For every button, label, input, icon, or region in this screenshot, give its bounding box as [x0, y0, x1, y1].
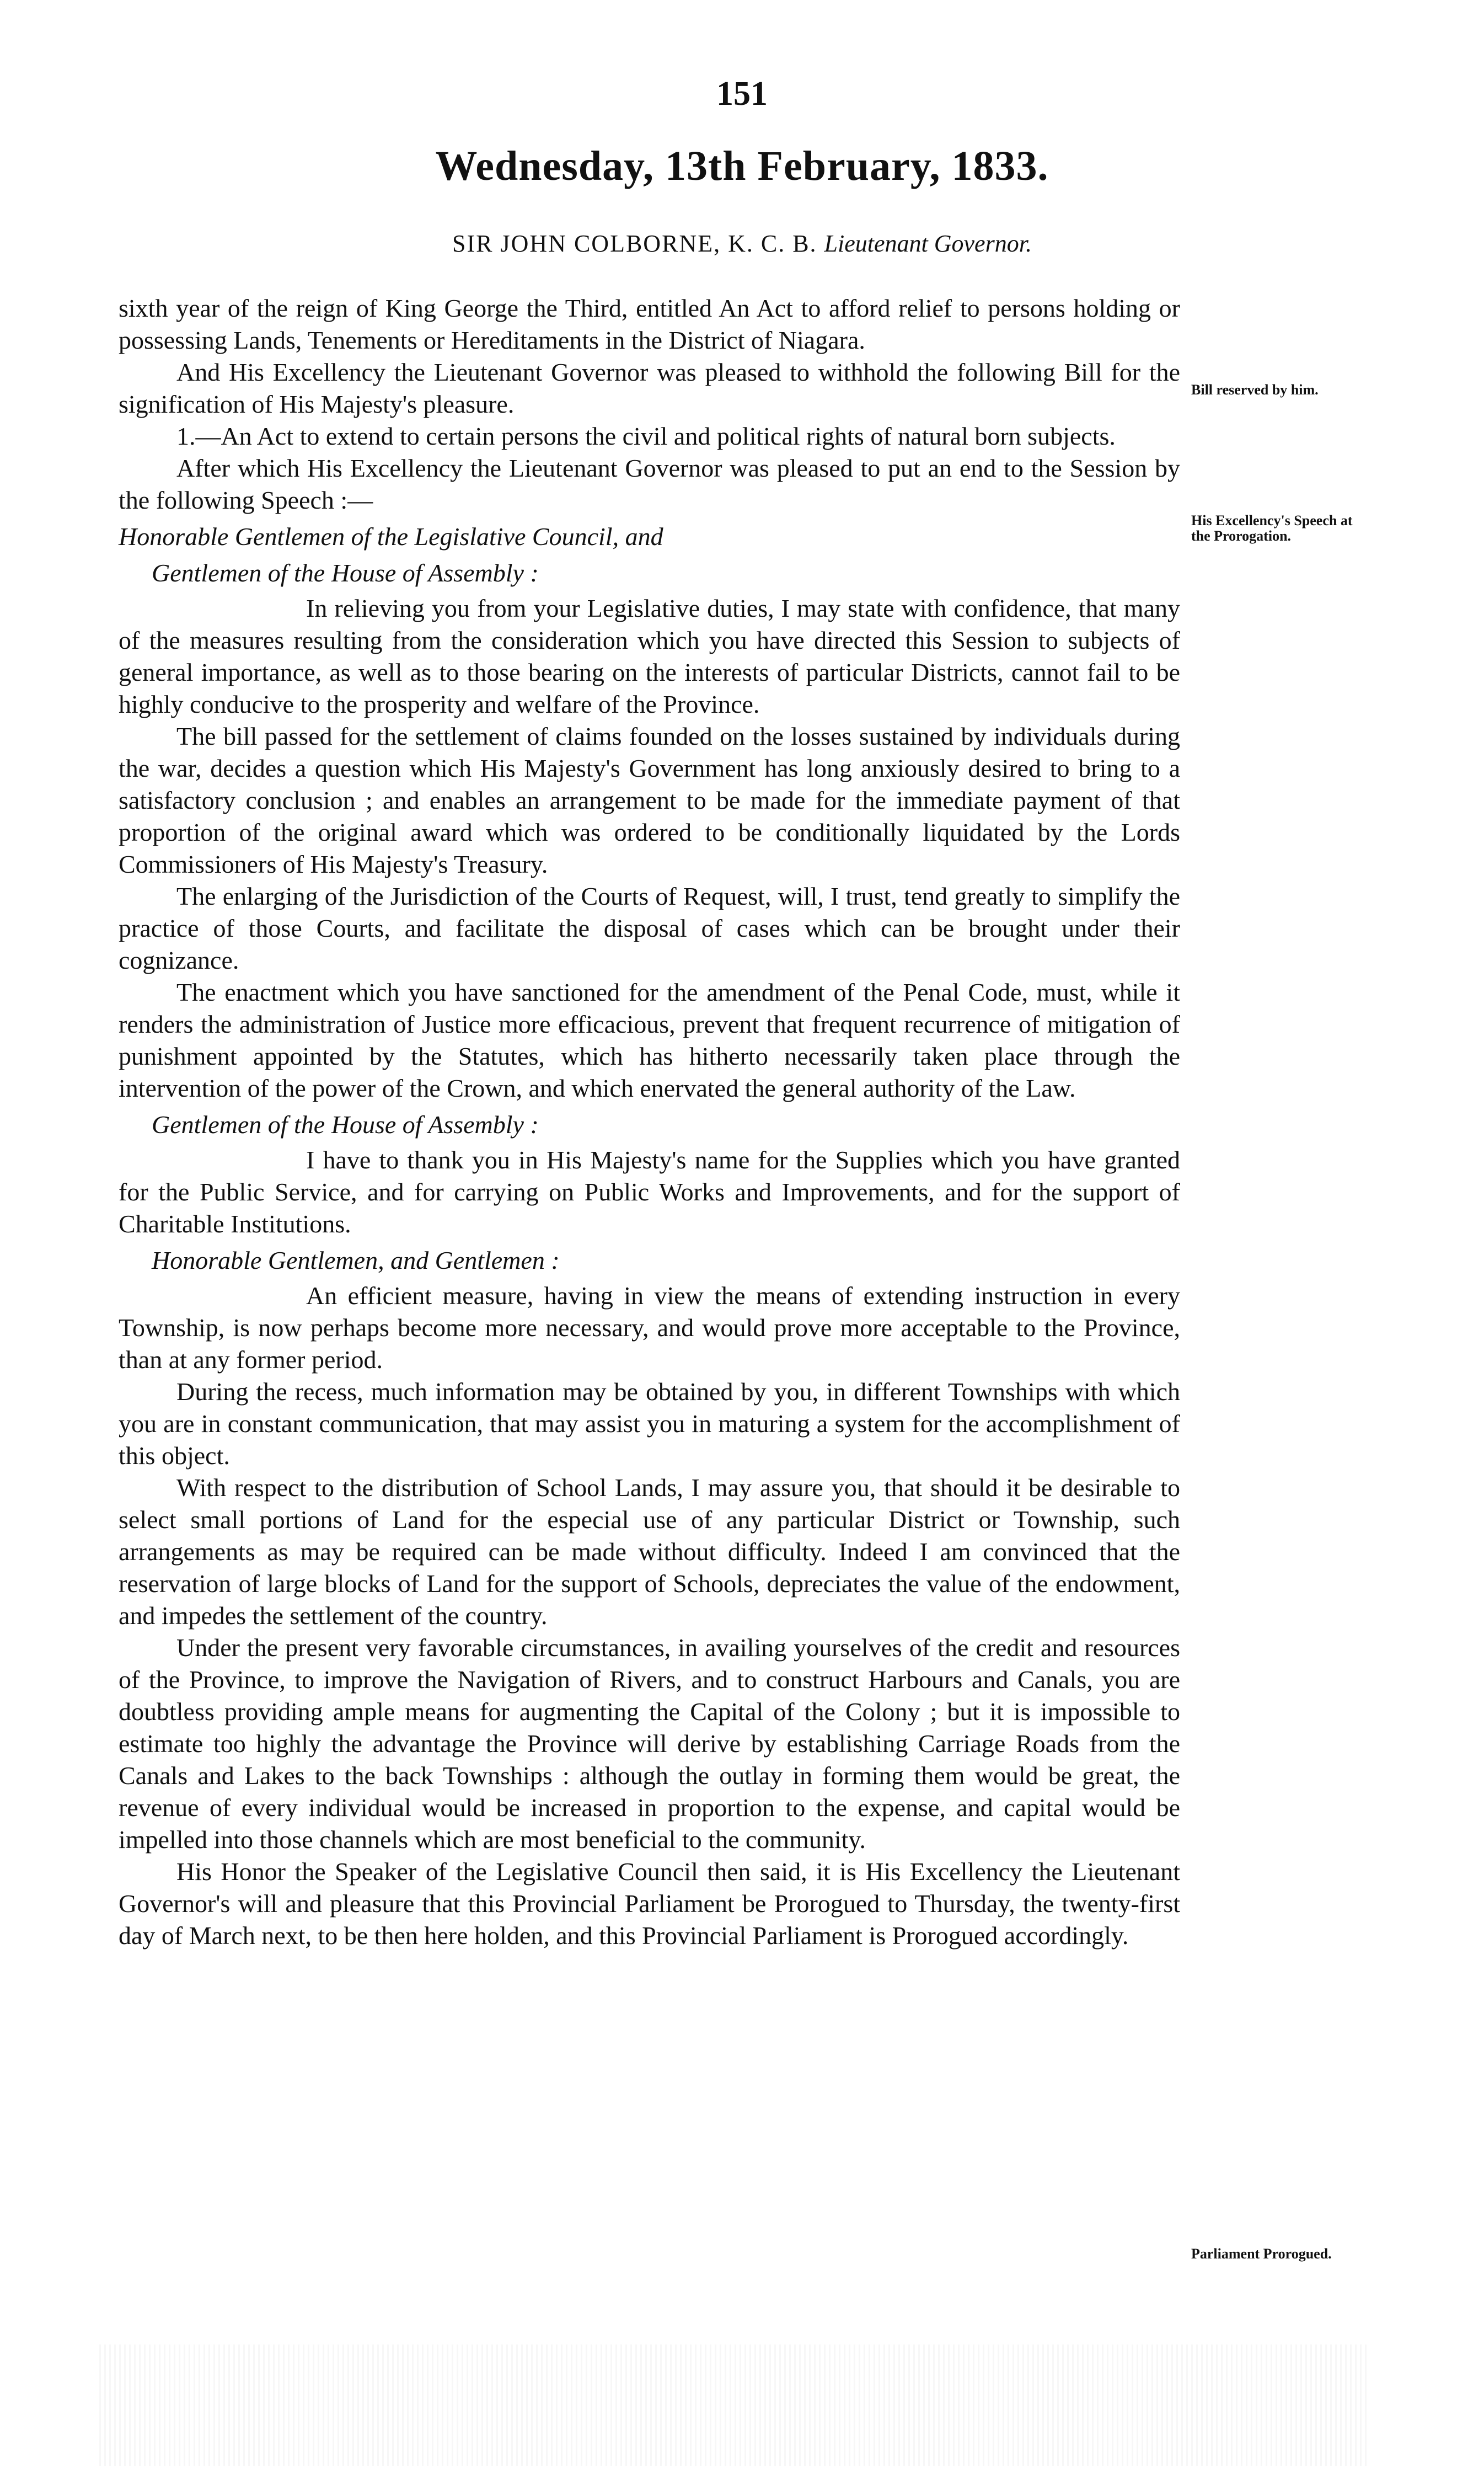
page-number: 151 — [716, 75, 768, 113]
paragraph: Under the present very favorable circumstances, in availing yourselves of the credit and resources of the Province, to improve the Navigation of Rivers, and to construct Harbours and Canals, you are doubtless providing ample means for augmenting the Capital of the Colony ; but it is impossible to estimate too highly the advantage the Province will derive by establishing Carriage Roads from the Canals and Lakes to the back Townships : although the outlay in forming them would be great, the revenue of every individual would be increased in proportion to the expense, and capital would be impelled into those channels which are most beneficial to the community. — [119, 1633, 1180, 1854]
paragraph: The enlarging of the Jurisdiction of the Courts of Request, will, I trust, tend greatly to simplify the practice of those Courts, and facilitate the disposal of cases which can be brought under their cognizance. — [119, 882, 1180, 974]
margin-note-speech: His Excellency's Speech at the Prorogation. — [1191, 512, 1353, 544]
paragraph: During the recess, much information may be obtained by you, in different Townships with which you are in constant communication, that may assist you in maturing a system for the accomplishment of this object. — [119, 1377, 1180, 1470]
paragraph: 1.—An Act to extend to certain persons the civil and political rights of natural born subjects. — [176, 422, 1116, 450]
date-heading: Wednesday, 13th February, 1833. — [435, 143, 1049, 189]
paragraph: I have to thank you in His Majesty's name for the Supplies which you have granted for the Public Service, and for carrying on Public Works and Improvements, and for the support of Charitable Institutions. — [119, 1146, 1180, 1238]
speech-address-heading: Gentlemen of the House of Assembly : — [152, 1110, 539, 1139]
scan-noise — [99, 2345, 1368, 2466]
paragraph: His Honor the Speaker of the Legislative Council then said, it is His Excellency the Lieutenant Governor's will and pleasure that this Provincial Parliament be Prorogued to Thursday, the twenty-first day of March next, to be then here holden, and this Provincial Parliament is Prorogued accordingly. — [119, 1857, 1180, 1950]
paragraph: The enactment which you have sanctioned for the amendment of the Penal Code, must, while it renders the administration of Justice more efficacious, prevent that frequent recurrence of mitigation of punishment appointed by the Statutes, which has hitherto necessarily taken place through the intervention of the power of the Crown, and which enervated the general authority of the Law. — [119, 978, 1180, 1102]
governor-title: Lieutenant Governor. — [824, 230, 1032, 257]
governor-name: SIR JOHN COLBORNE, K. C. B. — [452, 230, 817, 257]
paragraph: In relieving you from your Legislative duties, I may state with confidence, that many of the measures resulting from the consideration which you have directed this Session to subjects of general importance, as well as to those bearing on the interests of particular Districts, cannot fail to be highly conducive to the prosperity and welfare of the Province. — [119, 594, 1180, 718]
paragraph: An efficient measure, having in view the means of extending instruction in every Township, is now perhaps become more necessary, and would prove more acceptable to the Province, than at any former period. — [119, 1281, 1180, 1374]
body-text — [119, 292, 1180, 1952]
speech-address-heading: Honorable Gentlemen, and Gentlemen : — [152, 1246, 560, 1274]
paragraph: sixth year of the reign of King George the Third, entitled An Act to afford relief to persons holding or possessing Lands, Tenements or Hereditaments in the District of Niagara. — [119, 294, 1180, 354]
paragraph: With respect to the distribution of School Lands, I may assure you, that should it be desirable to select small portions of Land for the especial use of any particular District or Township, such arrangements as may be required can be made without difficulty. Indeed I am convinced that the reservation of large blocks of Land for the support of Schools, depreciates the value of the endowment, and impedes the settlement of the country. — [119, 1473, 1180, 1630]
governor-line — [0, 229, 1484, 258]
paragraph: After which His Excellency the Lieutenant Governor was pleased to put an end to the Session by the following Speech :— — [119, 454, 1180, 514]
margin-note-bill-reserved: Bill reserved by him. — [1191, 382, 1319, 398]
speech-address-heading: Gentlemen of the House of Assembly : — [152, 559, 539, 587]
speech-address-heading: Honorable Gentlemen of the Legislative Council, and — [119, 522, 663, 551]
margin-note-prorogued: Parliament Prorogued. — [1191, 2246, 1332, 2262]
paragraph: The bill passed for the settlement of claims founded on the losses sustained by individuals during the war, decides a question which His Majesty's Government has long anxiously desired to bring to a satisfactory conclusion ; and enables an arrangement to be made for the immediate payment of that proportion of the original award which was ordered to be conditionally liquidated by the Lords Commissioners of His Majesty's Treasury. — [119, 722, 1180, 878]
paragraph: And His Excellency the Lieutenant Governor was pleased to withhold the following Bill for the signification of His Majesty's pleasure. — [119, 358, 1180, 418]
